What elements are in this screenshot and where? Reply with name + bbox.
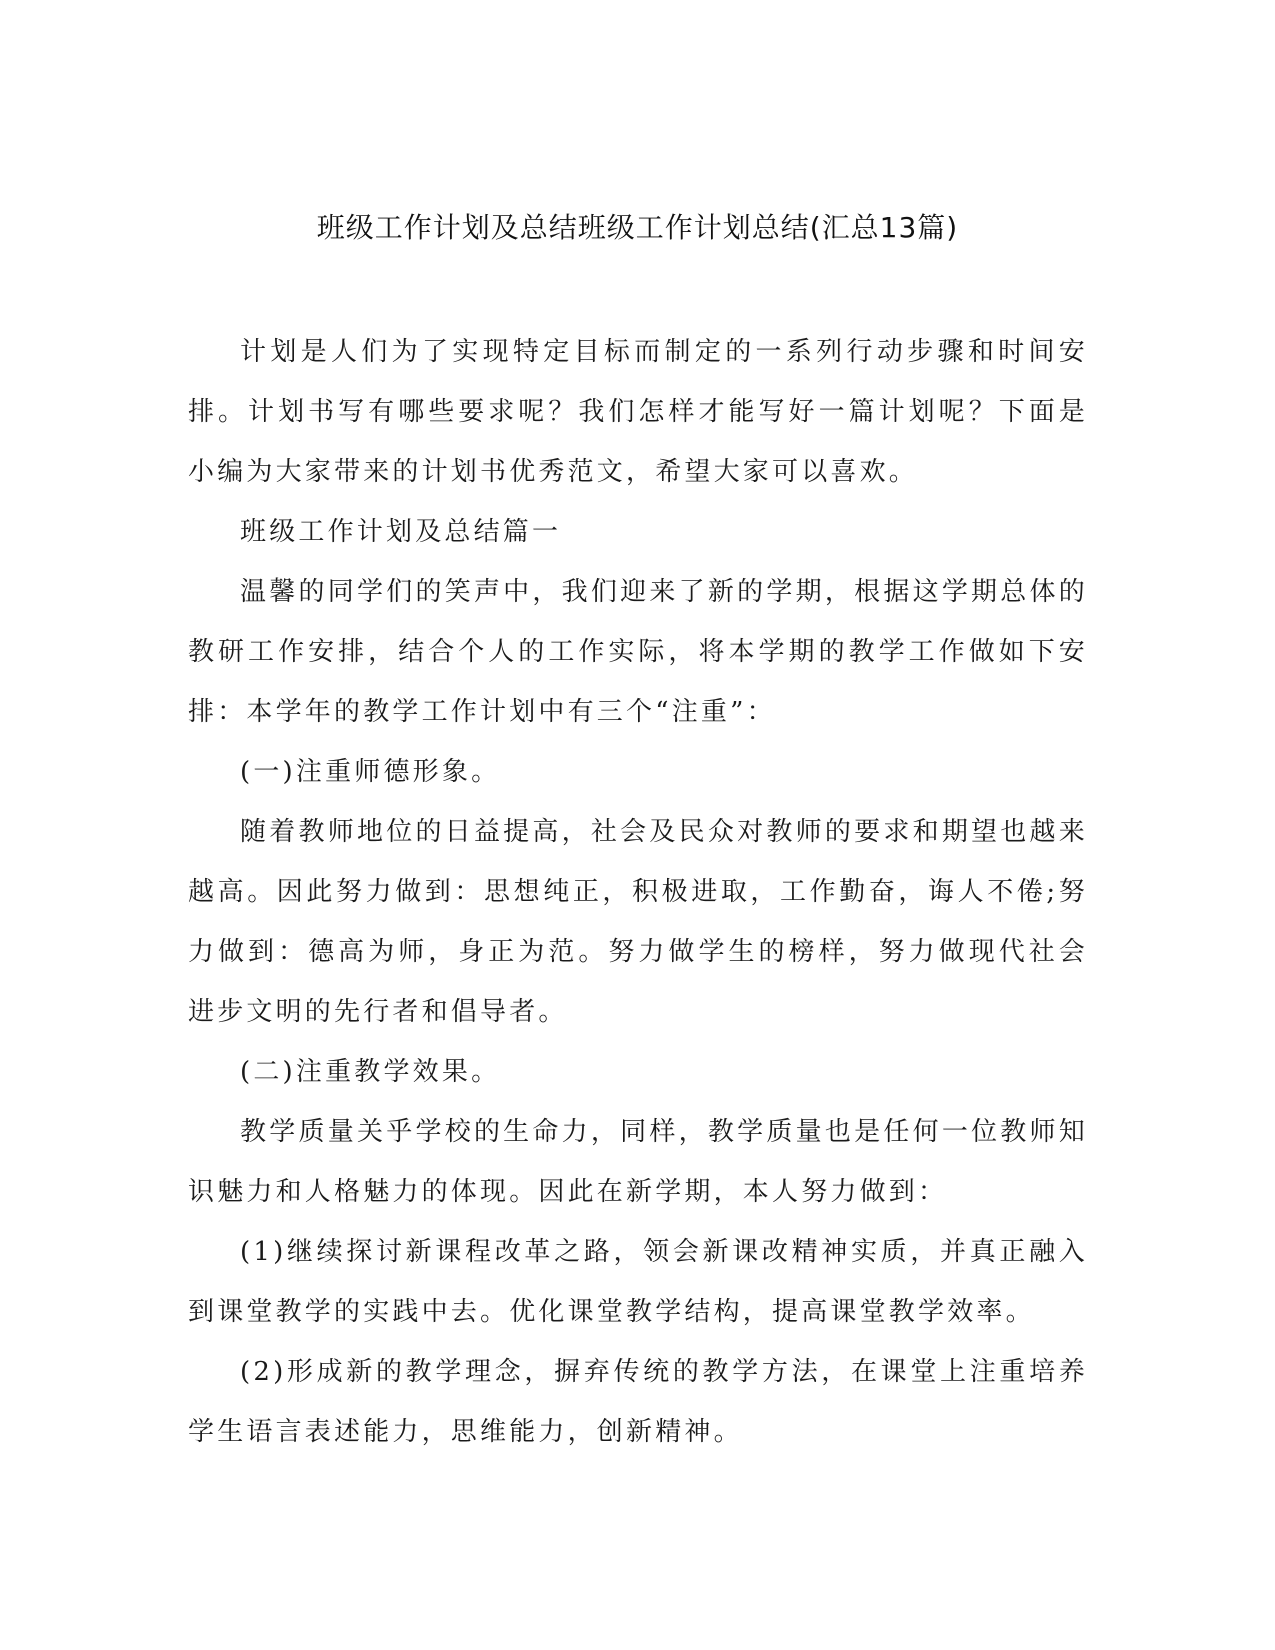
intro-paragraph: 计划是人们为了实现特定目标而制定的一系列行动步骤和时间安排。计划书写有哪些要求呢？我们怎样才能写好一篇计划呢？下面是小编为大家带来的计划书优秀范文，希望大家可以喜欢。 xyxy=(188,337,1088,487)
subheading: (一)注重师德形象。 xyxy=(240,757,501,787)
document-title: 班级工作计划及总结班级工作计划总结(汇总13篇) xyxy=(316,211,959,244)
subheading: (二)注重教学效果。 xyxy=(240,1057,501,1087)
body-paragraph: 教学质量关乎学校的生命力，同样，教学质量也是任何一位教师知识魅力和人格魅力的体现。因此在新学期，本人努力做到： xyxy=(188,1117,1088,1207)
list-item: (1)继续探讨新课程改革之路，领会新课改精神实质，并真正融入到课堂教学的实践中去。优化课堂教学结构，提高课堂教学效率。 xyxy=(188,1237,1088,1327)
body-paragraph: 随着教师地位的日益提高，社会及民众对教师的要求和期望也越来越高。因此努力做到：思想纯正，积极进取，工作勤奋，诲人不倦;努力做到：德高为师，身正为范。努力做学生的榜样，努力做现代社会进步文明的先行者和倡导者。 xyxy=(188,817,1088,1027)
body-paragraph: 温馨的同学们的笑声中，我们迎来了新的学期，根据这学期总体的教研工作安排，结合个人的工作实际，将本学期的教学工作做如下安排：本学年的教学工作计划中有三个“注重”： xyxy=(188,577,1088,727)
list-item: (2)形成新的教学理念，摒弃传统的教学方法，在课堂上注重培养学生语言表述能力，思维能力，创新精神。 xyxy=(188,1357,1088,1447)
section-heading: 班级工作计划及总结篇一 xyxy=(240,517,562,547)
document-body xyxy=(188,322,1088,1462)
